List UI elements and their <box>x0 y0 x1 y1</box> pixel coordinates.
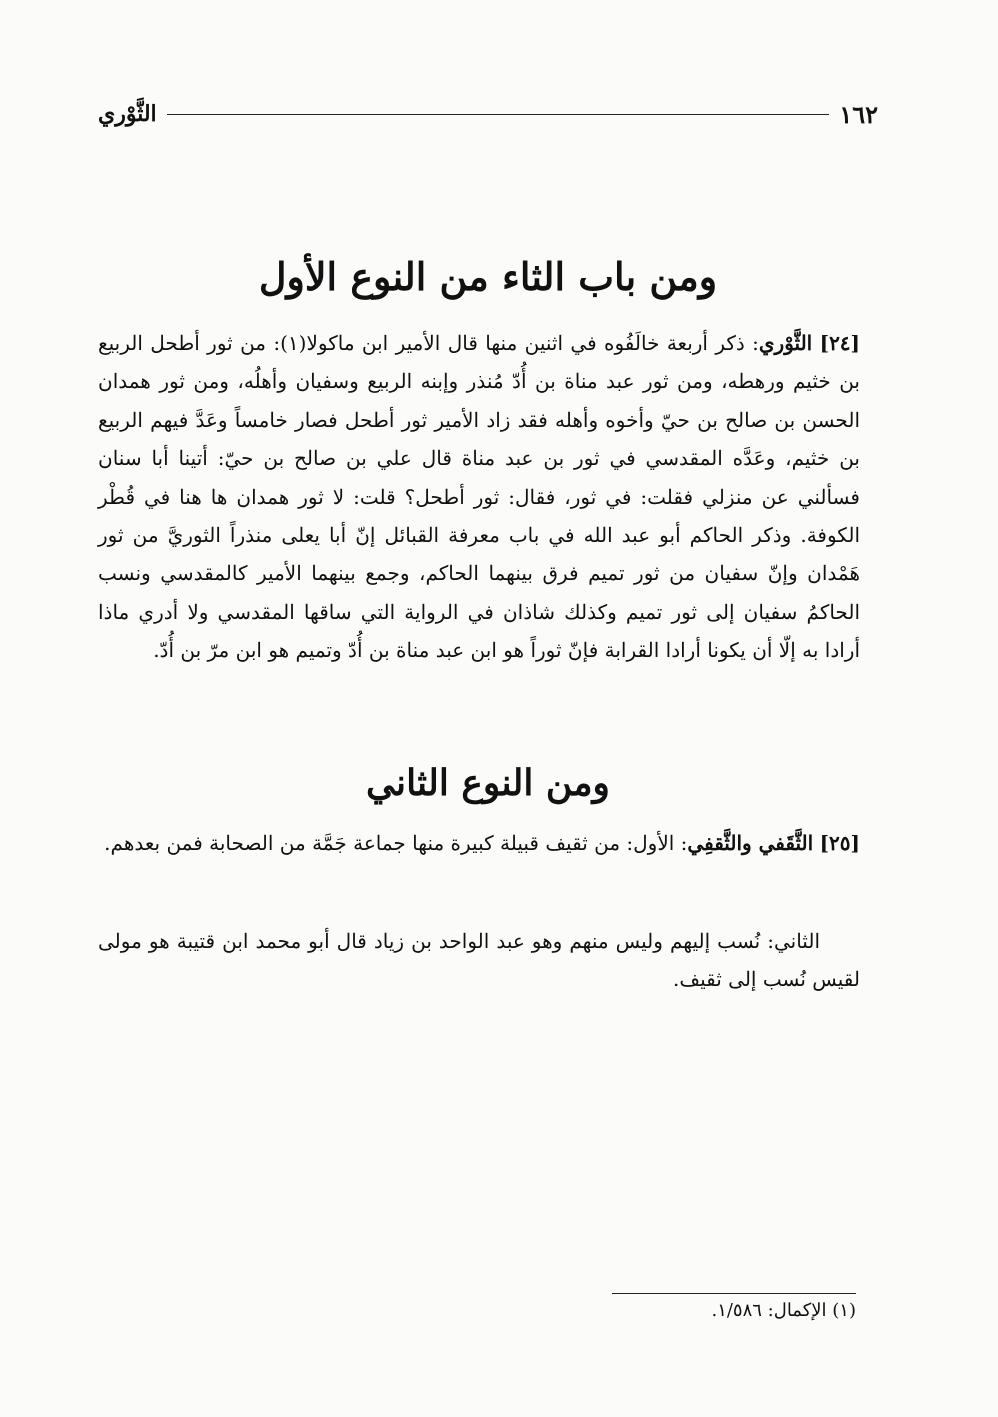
paragraph-text: الثاني: نُسب إليهم وليس منهم وهو عبد الواحد بن زياد قال أبو محمد ابن قتيبة هو مولى لقيس نُسب إلى ثقيف. <box>98 929 860 992</box>
entry-term: الثَّوْري <box>758 331 813 355</box>
entry-term: الثَّقَفي والثَّقفِي <box>687 831 814 855</box>
entry-24-paragraph <box>98 324 860 670</box>
section-heading-second-type: ومن النوع الثاني <box>366 762 610 804</box>
page-number: ١٦٢ <box>839 99 878 129</box>
entry-text: : ذكر أربعة خالَفُوه في اثنين منها قال الأمير ابن ماكولا(١): من ثور أطحل الربيع بن خثيم ورهطه، ومن ثور عبد مناة بن أُدّ مُنذر وإبنه الربيع وسفيان وأهلُه، ومن ثور همدان الحسن بن صالح بن حيّ وأخوه وأهله فقد زاد الأمير ثور أطحل فصار خامساً وعَدَّ فيهم الربيع بن خثيم، وعَدَّه المقدسي في ثور بن عبد مناة قال علي بن صالح بن حيّ: أتينا أبا سنان فسألني عن منزلي فقلت: في ثور، فقال: ثور أطحل؟ قلت: لا ثور همدان ها هنا في قُطْر الكوفة. وذكر الحاكم أبو عبد الله في باب معرفة القبائل إنّ أبا يعلى منذراً الثوريَّ من ثور هَمْدان وإنّ سفيان من ثور تميم فرق بينهما الحاكم، وجمع بينهما الأمير كالمقدسي ونسب الحاكمُ سفيان إلى ثور تميم وكذلك شاذان في الرواية التي ساقها المقدسي ولا أدري ماذا أرادا به إلّا أن يكونا أرادا القرابة فإنّ ثوراً هو ابن عبد مناة بن أُدّ وتميم هو ابن مرّ بن أُدّ. <box>98 331 860 663</box>
page-header <box>98 94 878 134</box>
section-heading-first-type: ومن باب الثاء من النوع الأول <box>258 254 718 299</box>
entry-text: : الأول: من ثقيف قبيلة كبيرة منها جماعة جَمَّة من الصحابة فمن بعدهم. <box>104 831 688 855</box>
entry-25-second-meaning-paragraph <box>98 922 860 999</box>
entry-number: [٢٤] <box>819 331 861 355</box>
footnote: (١) الإكمال: ١/٥٨٦. <box>711 1300 856 1321</box>
header-rule <box>167 114 830 115</box>
entry-number: [٢٥] <box>819 831 860 855</box>
entry-25-paragraph <box>98 824 860 862</box>
running-title: الثَّوْري <box>98 101 157 127</box>
footnote-separator <box>612 1293 856 1294</box>
